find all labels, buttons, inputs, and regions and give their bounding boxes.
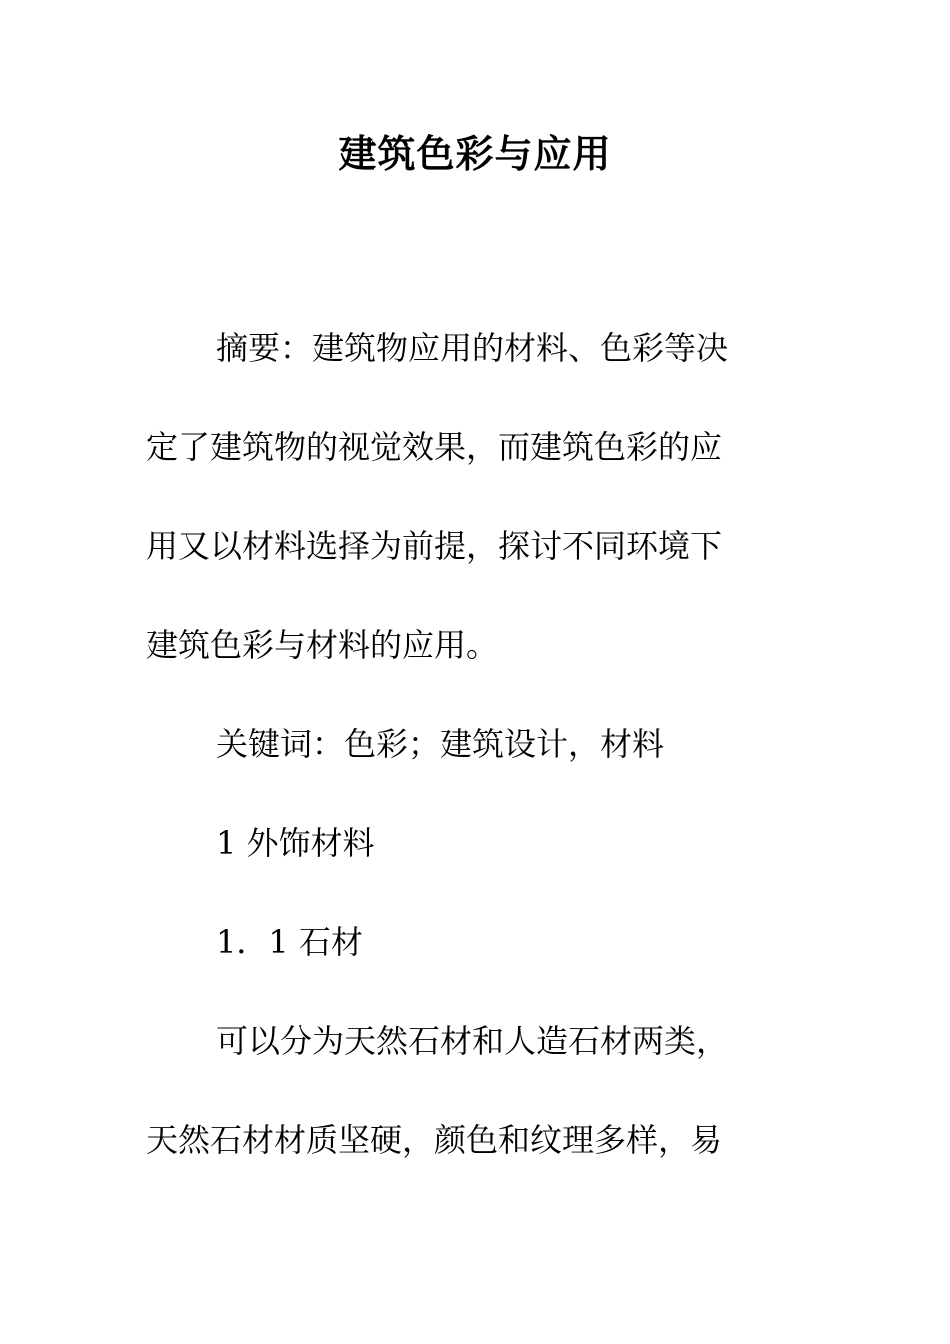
section-1-1-heading: 1．1 石材 (216, 923, 363, 961)
document-title: 建筑色彩与应用 (338, 131, 612, 176)
section-1-1-paragraph (146, 992, 796, 1190)
section-heading (146, 794, 796, 893)
abstract-paragraph (146, 299, 796, 695)
keywords-paragraph (146, 695, 796, 794)
abstract-line: 定了建筑物的视觉效果，而建筑色彩的应 (146, 428, 723, 466)
abstract-line: 建筑色彩与材料的应用。 (146, 626, 499, 664)
abstract-line: 用又以材料选择为前提，探讨不同环境下 (146, 527, 723, 565)
keywords-line: 关键词：色彩；建筑设计，材料 (216, 725, 665, 763)
document-body (146, 299, 796, 1190)
body-line: 可以分为天然石材和人造石材两类， (216, 1022, 729, 1060)
subsection-heading (146, 893, 796, 992)
body-line: 天然石材材质坚硬，颜色和纹理多样，易 (146, 1121, 723, 1159)
section-1-heading: 1 外饰材料 (216, 824, 375, 862)
abstract-line: 摘要：建筑物应用的材料、色彩等决 (216, 329, 729, 367)
